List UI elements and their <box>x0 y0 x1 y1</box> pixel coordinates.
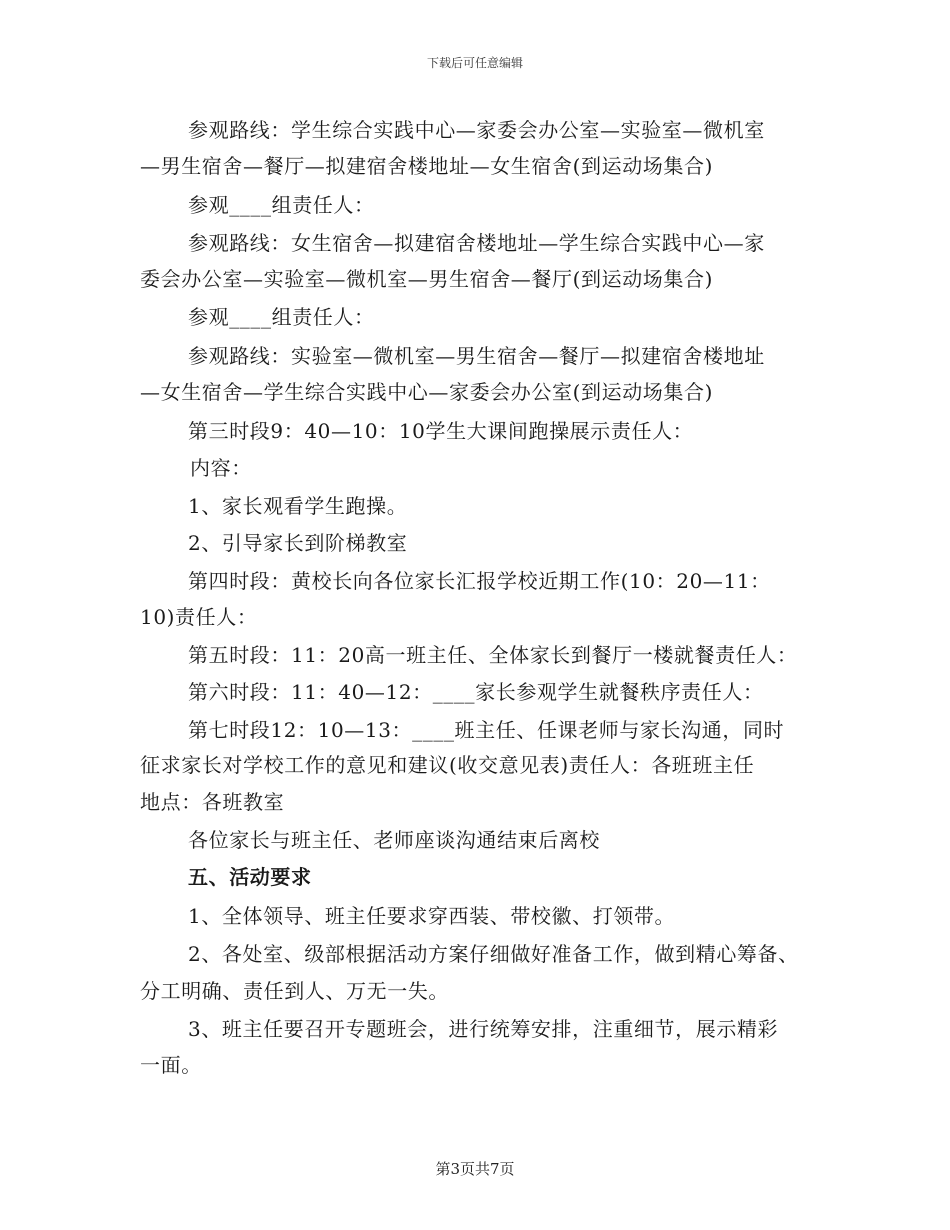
list-item: 2、引导家长到阶梯教室 <box>188 531 408 555</box>
text-line: —男生宿舍—餐厅—拟建宿舍楼地址—女生宿舍(到运动场集合) <box>140 154 714 178</box>
text-line: 一面。 <box>140 1053 202 1077</box>
section-heading: 五、活动要求 <box>188 865 312 889</box>
text-line: 委会办公室—实验室—微机室—男生宿舍—餐厅(到运动场集合) <box>140 267 714 291</box>
text-line: 内容： <box>190 456 252 480</box>
text-line: 参观路线：学生综合实践中心—家委会办公室—实验室—微机室 <box>188 118 765 142</box>
text-line: 征求家长对学校工作的意见和建议(收交意见表)责任人：各班班主任 <box>140 753 755 777</box>
text-line: 参观____组责任人： <box>188 305 375 329</box>
text-line: 第六时段：11：40—12：____家长参观学生就餐秩序责任人： <box>188 680 764 704</box>
text-line: 10)责任人： <box>140 605 258 629</box>
text-line: 参观____组责任人： <box>188 193 375 217</box>
text-line: 参观路线：女生宿舍—拟建宿舍楼地址—学生综合实践中心—家 <box>188 231 765 255</box>
text-line: 各位家长与班主任、老师座谈沟通结束后离校 <box>188 828 600 852</box>
list-item: 1、家长观看学生跑操。 <box>188 494 408 518</box>
text-line: 地点：各班教室 <box>140 790 285 814</box>
list-item: 1、全体领导、班主任要求穿西装、带校徽、打领带。 <box>188 904 676 928</box>
list-item: 2、各处室、级部根据活动方案仔细做好准备工作，做到精心筹备、 <box>188 942 799 966</box>
text-line: 参观路线：实验室—微机室—男生宿舍—餐厅—拟建宿舍楼地址 <box>188 344 765 368</box>
text-line: 分工明确、责任到人、万无一失。 <box>140 979 449 1003</box>
text-line: 第五时段：11：20高一班主任、全体家长到餐厅一楼就餐责任人： <box>188 643 798 667</box>
text-line: 第四时段：黄校长向各位家长汇报学校近期工作(10：20—11： <box>188 569 771 593</box>
page-number: 第3页共7页 <box>435 1160 515 1178</box>
text-line: —女生宿舍—学生综合实践中心—家委会办公室(到运动场集合) <box>140 380 714 404</box>
text-line: 第七时段12：10—13：____班主任、任课老师与家长沟通，同时 <box>188 718 785 742</box>
text-line: 第三时段9：40—10：10学生大课间跑操展示责任人： <box>188 419 694 443</box>
page-header: 下载后可任意编辑 <box>426 56 523 70</box>
list-item: 3、班主任要召开专题班会，进行统筹安排，注重细节，展示精彩 <box>188 1017 779 1041</box>
